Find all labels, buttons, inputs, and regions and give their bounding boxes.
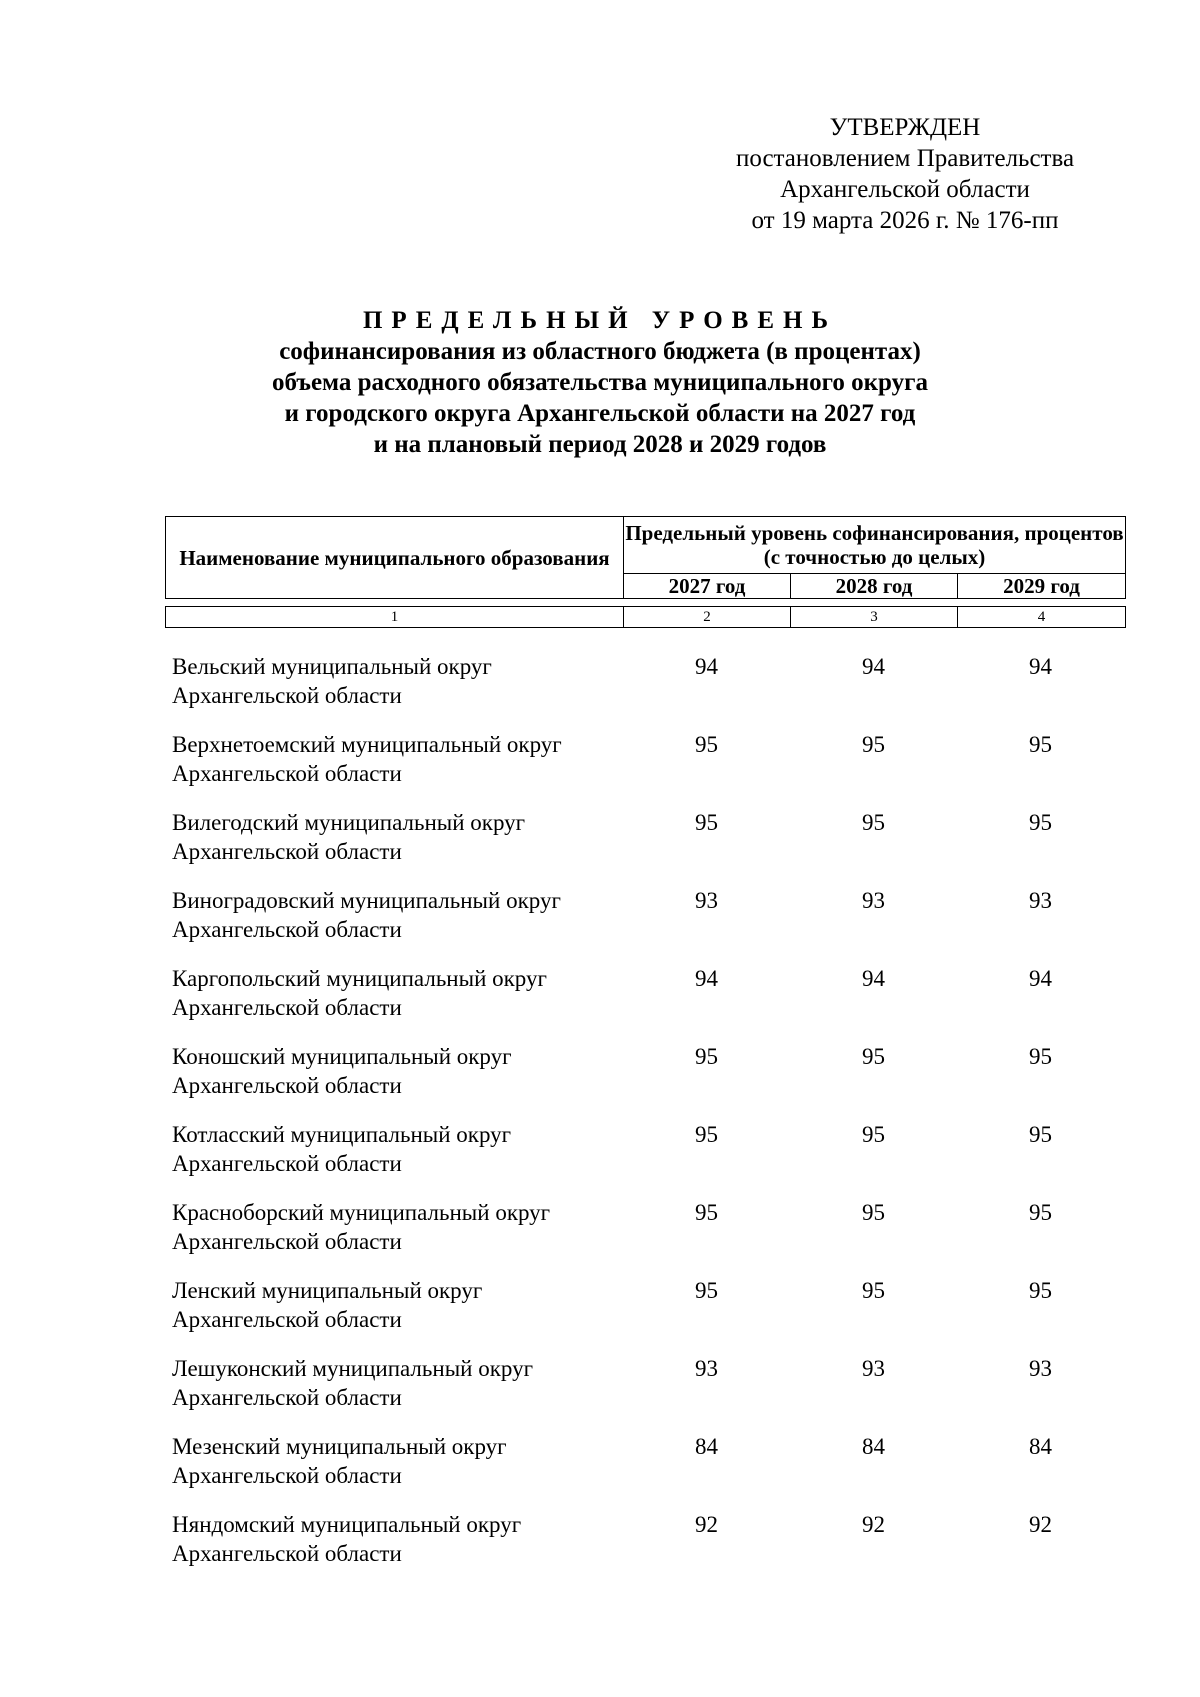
municipality-name-line: Каргопольский муниципальный округ xyxy=(172,966,547,991)
column-number: 1 xyxy=(166,607,624,628)
municipality-region-line: Архангельской области xyxy=(172,761,402,786)
municipality-name xyxy=(172,1510,627,1568)
municipality-name-line: Виноградовский муниципальный округ xyxy=(172,888,561,913)
value-2029: 93 xyxy=(1029,1356,1052,1381)
title-line: и городского округа Архангельской области на 2027 год xyxy=(284,400,916,427)
municipality-region-line: Архангельской области xyxy=(172,1385,402,1410)
title-line: софинансирования из областного бюджета (в процентах) xyxy=(279,338,921,365)
municipality-region-line: Архангельской области xyxy=(172,1073,402,1098)
table-row xyxy=(165,1354,1125,1432)
value-2029: 95 xyxy=(1029,732,1052,757)
table-row xyxy=(165,652,1125,730)
municipality-name xyxy=(172,964,627,1022)
municipality-name-line: Лешуконский муниципальный округ xyxy=(172,1356,534,1381)
column-number: 4 xyxy=(958,607,1126,628)
value-2028: 95 xyxy=(862,1044,885,1069)
municipality-region-line: Архангельской области xyxy=(172,917,402,942)
municipality-name-line: Красноборский муниципальный округ xyxy=(172,1200,551,1225)
table-row xyxy=(165,1042,1125,1120)
table-row xyxy=(165,1120,1125,1198)
value-2027: 95 xyxy=(695,1278,718,1303)
value-2028: 95 xyxy=(862,1278,885,1303)
value-2028: 95 xyxy=(862,732,885,757)
value-2028: 95 xyxy=(862,1122,885,1147)
table-row xyxy=(165,886,1125,964)
column-header-name: Наименование муниципального образования xyxy=(166,517,624,599)
municipality-name xyxy=(172,1042,627,1100)
title-heading: ПРЕДЕЛЬНЫЙ УРОВЕНЬ xyxy=(362,307,838,334)
municipality-name xyxy=(172,808,627,866)
municipality-name-line: Ленский муниципальный округ xyxy=(172,1278,483,1303)
municipality-name xyxy=(172,1120,627,1178)
title-line: объема расходного обязательства муниципального округа xyxy=(272,369,928,396)
municipality-name xyxy=(172,1276,627,1334)
approval-line-date: от 19 марта 2026 г. № 176-пп xyxy=(751,207,1059,234)
value-2029: 95 xyxy=(1029,1200,1052,1225)
municipality-region-line: Архангельской области xyxy=(172,1307,402,1332)
column-numbers-row xyxy=(165,606,1126,628)
value-2029: 95 xyxy=(1029,810,1052,835)
approval-line-resolution: постановлением Правительства xyxy=(735,145,1075,172)
municipality-region-line: Архангельской области xyxy=(172,1541,402,1566)
value-2028: 84 xyxy=(862,1434,885,1459)
value-2027: 93 xyxy=(695,1356,718,1381)
value-2029: 94 xyxy=(1029,654,1052,679)
table-row xyxy=(165,730,1125,808)
table-body xyxy=(165,652,1125,1588)
approval-line-region: Архангельской области xyxy=(780,176,1030,203)
municipality-name xyxy=(172,1354,627,1412)
value-2027: 94 xyxy=(695,654,718,679)
approval-stamp xyxy=(690,112,1120,236)
value-2028: 92 xyxy=(862,1512,885,1537)
document-title xyxy=(150,305,1050,460)
value-2027: 95 xyxy=(695,1044,718,1069)
municipality-region-line: Архангельской области xyxy=(172,995,402,1020)
table-row xyxy=(165,808,1125,886)
municipality-name xyxy=(172,1432,627,1490)
column-number: 3 xyxy=(791,607,958,628)
column-header-year: 2029 год xyxy=(958,574,1126,599)
value-2027: 93 xyxy=(695,888,718,913)
municipality-name-line: Котласский муниципальный округ xyxy=(172,1122,512,1147)
table-row xyxy=(165,1198,1125,1276)
value-2029: 94 xyxy=(1029,966,1052,991)
municipality-name-line: Мезенский муниципальный округ xyxy=(172,1434,507,1459)
value-2027: 95 xyxy=(695,1122,718,1147)
approval-line-approved: УТВЕРЖДЕН xyxy=(829,114,981,141)
value-2029: 84 xyxy=(1029,1434,1052,1459)
municipality-region-line: Архангельской области xyxy=(172,1229,402,1254)
value-2029: 95 xyxy=(1029,1122,1052,1147)
municipality-name-line: Коношский муниципальный округ xyxy=(172,1044,512,1069)
municipality-name-line: Вилегодский муниципальный округ xyxy=(172,810,526,835)
value-2028: 94 xyxy=(862,966,885,991)
table-row xyxy=(165,1510,1125,1588)
municipality-name-line: Няндомский муниципальный округ xyxy=(172,1512,522,1537)
value-2027: 94 xyxy=(695,966,718,991)
value-2029: 95 xyxy=(1029,1044,1052,1069)
table-row xyxy=(165,1276,1125,1354)
municipality-region-line: Архангельской области xyxy=(172,683,402,708)
column-number: 2 xyxy=(624,607,791,628)
title-line: и на плановый период 2028 и 2029 годов xyxy=(373,431,827,458)
value-2027: 95 xyxy=(695,810,718,835)
value-2028: 93 xyxy=(862,888,885,913)
municipality-region-line: Архангельской области xyxy=(172,1151,402,1176)
table-row xyxy=(165,1432,1125,1510)
municipality-name-line: Вельский муниципальный округ xyxy=(172,654,492,679)
value-2029: 95 xyxy=(1029,1278,1052,1303)
municipality-region-line: Архангельской области xyxy=(172,1463,402,1488)
value-2027: 95 xyxy=(695,732,718,757)
municipality-name-line: Верхнетоемский муниципальный округ xyxy=(172,732,562,757)
value-2027: 92 xyxy=(695,1512,718,1537)
value-2028: 94 xyxy=(862,654,885,679)
value-2029: 93 xyxy=(1029,888,1052,913)
column-header-level: Предельный уровень софинансирования, процентов (с точностью до целых) xyxy=(624,517,1126,574)
value-2028: 95 xyxy=(862,1200,885,1225)
municipality-name xyxy=(172,1198,627,1256)
municipality-name xyxy=(172,730,627,788)
value-2028: 95 xyxy=(862,810,885,835)
table-row xyxy=(165,964,1125,1042)
column-header-year: 2027 год xyxy=(624,574,791,599)
column-header-year: 2028 год xyxy=(791,574,958,599)
value-2027: 84 xyxy=(695,1434,718,1459)
value-2028: 93 xyxy=(862,1356,885,1381)
municipality-name xyxy=(172,886,627,944)
municipality-region-line: Архангельской области xyxy=(172,839,402,864)
municipality-name xyxy=(172,652,627,710)
value-2027: 95 xyxy=(695,1200,718,1225)
value-2029: 92 xyxy=(1029,1512,1052,1537)
table-header xyxy=(165,516,1126,599)
